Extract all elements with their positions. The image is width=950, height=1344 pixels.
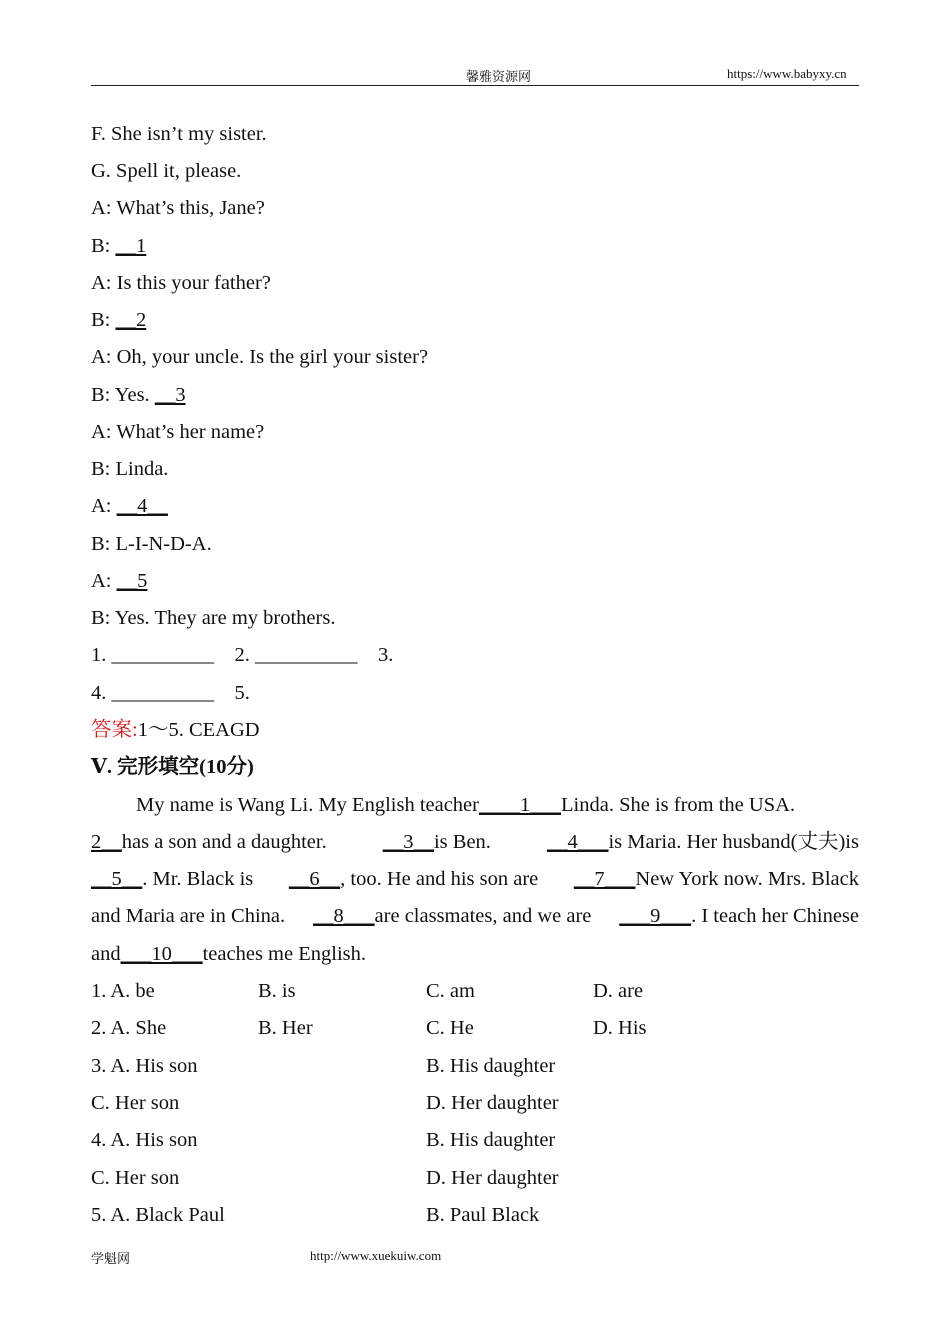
passage-line-1: My name is Wang Li. My English teacher____1___Linda. She is from the USA. [136,794,796,816]
q1-option-c: C. am [426,980,475,1002]
dialogue-line-8: B: Linda. [91,458,169,480]
q3-option-a: 3. A. His son [91,1055,198,1077]
cloze-blank-1: ____1___ [479,794,561,816]
footer-site-name: 学魁网 [91,1251,131,1266]
dialogue-line-11: A: __5 [91,570,148,592]
q1-option-b: B. is [258,980,296,1002]
dialogue-line-6: B: Yes. __3 [91,384,186,406]
dialogue-line-2: B: __1 [91,235,147,257]
footer-site-url[interactable]: http://www.xuekuiw.com [310,1248,442,1263]
cloze-blank-5: __5__ [91,868,143,890]
q3-option-c: C. Her son [91,1092,180,1114]
blank-4: __4__ [116,495,168,517]
answer-key [91,718,260,742]
passage-line-5: and___10___teaches me English. [91,943,366,965]
passage-line-2: 2__has a son and a daughter. __3__is Ben. __4___is Maria. Her husband(丈夫)is [91,831,859,853]
cloze-blank-8: __8___ [313,905,375,927]
cloze-blank-4: __4___ [546,831,609,853]
dialogue-line-1: A: What’s this, Jane? [91,197,265,219]
cloze-blank-2: 2__ [91,831,122,853]
dialogue-line-5: A: Oh, your uncle. Is the girl your sister? [91,346,429,368]
dialogue-line-3: A: Is this your father? [91,272,271,294]
blank-2: __2 [115,309,147,331]
passage-line-4: and Maria are in China. __8___are classmates, and we are ___9___. I teach her Chinese [91,905,859,927]
blank-1: __1 [115,235,147,257]
cloze-blank-6: __6__ [288,868,341,890]
option-f: F. She isn’t my sister. [91,123,267,145]
cloze-blank-7: __7___ [573,868,636,890]
dialogue-line-10: B: L-I-N-D-A. [91,533,212,555]
q3-option-d: D. Her daughter [426,1092,559,1114]
answer-label: 答案: [91,719,138,741]
cloze-blank-9: ___9___ [619,905,692,927]
q2-option-c: C. He [426,1017,474,1039]
q1-option-d: D. are [593,980,644,1002]
q4-option-a: 4. A. His son [91,1129,198,1151]
q1-option-a: 1. A. be [91,980,155,1002]
header-divider [91,85,859,86]
q2-option-d: D. His [593,1017,647,1039]
header-site-url[interactable]: https://www.babyxy.cn [727,66,847,81]
q4-option-b: B. His daughter [426,1129,556,1151]
dialogue-line-7: A: What’s her name? [91,421,265,443]
cloze-blank-3: __3__ [382,831,434,853]
section-title: Ⅴ. 完形填空(10分) [91,756,254,778]
q3-option-b: B. His daughter [426,1055,556,1077]
q4-option-c: C. Her son [91,1167,180,1189]
cloze-blank-10: ___10___ [120,943,203,965]
q4-option-d: D. Her daughter [426,1167,559,1189]
q5-option-b: B. Paul Black [426,1204,540,1226]
dialogue-line-9: A: __4__ [91,495,168,517]
dialogue-line-4: B: __2 [91,309,147,331]
q2-option-b: B. Her [258,1017,313,1039]
blank-5: __5 [116,570,148,592]
passage-line-3: __5__. Mr. Black is __6__, too. He and his son are __7___New York now. Mrs. Black [91,868,859,890]
blank-3: __3 [154,384,186,406]
option-g: G. Spell it, please. [91,160,242,182]
answer-blanks-row-2: 4. __________ 5. [91,682,250,704]
header-site-name: 馨雅资源网 [466,69,532,84]
q5-option-a: 5. A. Black Paul [91,1204,225,1226]
answer-value: 1～5. CEAGD [137,719,260,741]
answer-blanks-row-1: 1. __________ 2. __________ 3. [91,644,394,666]
q2-option-a: 2. A. She [91,1017,167,1039]
dialogue-line-12: B: Yes. They are my brothers. [91,607,336,629]
